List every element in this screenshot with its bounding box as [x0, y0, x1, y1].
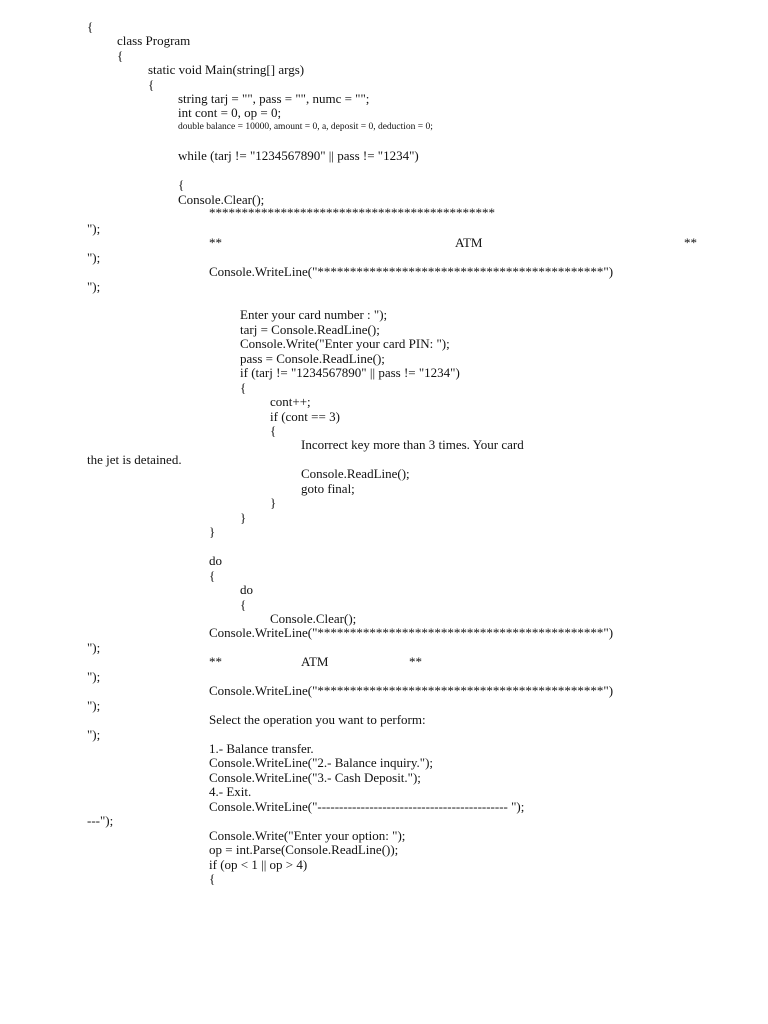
code-line: cont++;	[270, 394, 311, 409]
code-line: {	[209, 568, 216, 583]
code-line: Console.Clear();	[270, 611, 357, 626]
code-line: op = int.Parse(Console.ReadLine());	[209, 842, 399, 857]
code-line: int cont = 0, op = 0;	[178, 105, 282, 120]
code-line: double balance = 10000, amount = 0, a, deposit = 0, deduction = 0;	[178, 122, 433, 132]
code-line: tarj = Console.ReadLine();	[240, 322, 380, 337]
code-line: Console.WriteLine("-------------------------------------------- ");	[209, 799, 525, 814]
code-line: Console.WriteLine("********************************************")	[209, 264, 614, 279]
code-line: if (op < 1 || op > 4)	[209, 857, 308, 872]
code-line: Console.WriteLine("3.- Cash Deposit.");	[209, 770, 421, 785]
code-line: {	[240, 380, 247, 395]
code-line: **	[209, 235, 222, 250]
code-line: Select the operation you want to perform:	[209, 712, 426, 727]
code-line: **	[684, 235, 697, 250]
code-line: do	[209, 553, 222, 568]
code-line: ");	[87, 727, 101, 742]
code-line: do	[240, 582, 253, 597]
code-line: 4.- Exit.	[209, 784, 252, 799]
code-line: 1.- Balance transfer.	[209, 741, 314, 756]
code-line: Console.WriteLine("********************************************")	[209, 625, 614, 640]
code-line: ");	[87, 250, 101, 265]
code-line: ---");	[87, 813, 114, 828]
code-line: goto final;	[301, 481, 355, 496]
code-line: class Program	[117, 33, 191, 48]
code-line: {	[178, 177, 185, 192]
code-line: Console.WriteLine("2.- Balance inquiry.");	[209, 755, 434, 770]
code-line: ");	[87, 669, 101, 684]
code-line: Console.Clear();	[178, 192, 265, 207]
code-line: Console.WriteLine("********************************************")	[209, 683, 614, 698]
code-line: the jet is detained.	[87, 452, 182, 467]
code-line: }	[240, 510, 247, 525]
code-line: ATM	[301, 654, 329, 669]
code-line: ");	[87, 221, 101, 236]
code-line: while (tarj != "1234567890" || pass != "1234")	[178, 148, 419, 163]
code-line: if (tarj != "1234567890" || pass != "1234")	[240, 365, 460, 380]
code-line: **	[209, 654, 222, 669]
code-line: {	[209, 871, 216, 886]
code-line: {	[270, 423, 277, 438]
code-line: Console.ReadLine();	[301, 466, 410, 481]
code-line: Console.Write("Enter your option: ");	[209, 828, 406, 843]
code-line: if (cont == 3)	[270, 409, 340, 424]
code-line: {	[117, 48, 124, 63]
code-line: static void Main(string[] args)	[148, 62, 305, 77]
code-line: ********************************************	[209, 205, 495, 220]
code-line: string tarj = "", pass = "", numc = "";	[178, 91, 370, 106]
code-line: ATM	[455, 235, 483, 250]
code-line: }	[270, 495, 277, 510]
code-line: ");	[87, 279, 101, 294]
code-line: Console.Write("Enter your card PIN: ");	[240, 336, 450, 351]
code-line: {	[148, 77, 155, 92]
code-line: Enter your card number : ");	[240, 307, 388, 322]
code-line: ");	[87, 698, 101, 713]
code-line: **	[409, 654, 422, 669]
code-line: {	[240, 597, 247, 612]
code-line: }	[209, 524, 216, 539]
code-line: {	[87, 19, 94, 34]
code-line: pass = Console.ReadLine();	[240, 351, 385, 366]
code-line: ");	[87, 640, 101, 655]
code-line: Incorrect key more than 3 times. Your card	[301, 437, 524, 452]
